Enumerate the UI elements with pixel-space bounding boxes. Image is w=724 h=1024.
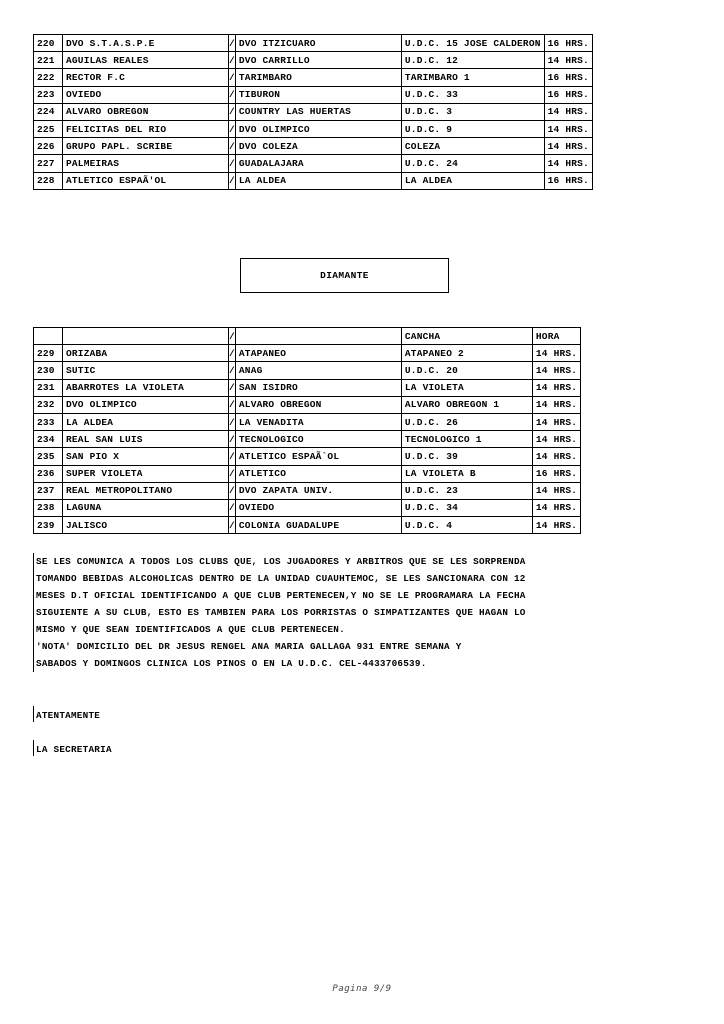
page-number-footer: Pagina 9/9 <box>332 984 392 994</box>
table-row <box>34 396 581 413</box>
field-cell: TARIMBARO 1 <box>401 69 544 86</box>
notice-line: SE LES COMUNICA A TODOS LOS CLUBS QUE, LOS JUGADORES Y ARBITROS QUE SE LES SORPRENDA <box>36 556 526 567</box>
home-team-cell: JALISCO <box>63 517 229 534</box>
field-cell: ALVARO OBREGON 1 <box>401 396 532 413</box>
schedule-table-1 <box>33 34 593 190</box>
away-team-cell: DVO ZAPATA UNIV. <box>235 482 401 499</box>
match-number-cell: 228 <box>34 172 63 189</box>
away-team-cell: ALVARO OBREGON <box>235 396 401 413</box>
home-team-cell <box>63 328 229 345</box>
time-cell: 16 HRS. <box>544 69 592 86</box>
notice-line: SABADOS Y DOMINGOS CLINICA LOS PINOS O EN LA U.D.C. CEL-4433706539. <box>36 658 427 669</box>
match-number-cell: 239 <box>34 517 63 534</box>
section-title-diamante: DIAMANTE <box>240 258 449 293</box>
time-cell: 14 HRS. <box>532 345 580 362</box>
home-team-cell: SUTIC <box>63 362 229 379</box>
match-number-cell: 226 <box>34 138 63 155</box>
separator-cell: / <box>229 465 236 482</box>
field-cell: LA VIOLETA B <box>401 465 532 482</box>
separator-cell: / <box>229 103 236 120</box>
match-number-cell: 225 <box>34 120 63 137</box>
home-team-cell: RECTOR F.C <box>63 69 229 86</box>
schedule-table-2 <box>33 327 581 534</box>
time-cell: 16 HRS. <box>544 172 592 189</box>
time-cell: 14 HRS. <box>532 482 580 499</box>
separator-cell: / <box>229 35 236 52</box>
separator-cell: / <box>229 120 236 137</box>
table-header-row <box>34 328 581 345</box>
time-cell: 14 HRS. <box>544 138 592 155</box>
field-cell: U.D.C. 26 <box>401 413 532 430</box>
match-number-cell: 223 <box>34 86 63 103</box>
home-team-cell: AGUILAS REALES <box>63 52 229 69</box>
time-cell: 14 HRS. <box>532 396 580 413</box>
separator-cell: / <box>229 69 236 86</box>
field-cell: CANCHA <box>401 328 532 345</box>
table-row <box>34 517 581 534</box>
home-team-cell: REAL METROPOLITANO <box>63 482 229 499</box>
home-team-cell: ORIZABA <box>63 345 229 362</box>
separator-cell: / <box>229 396 236 413</box>
home-team-cell: PALMEIRAS <box>63 155 229 172</box>
match-number-cell: 227 <box>34 155 63 172</box>
away-team-cell: OVIEDO <box>235 499 401 516</box>
home-team-cell: ATLETICO ESPAÃ'OL <box>63 172 229 189</box>
time-cell: 14 HRS. <box>532 499 580 516</box>
notice-line: 'NOTA' DOMICILIO DEL DR JESUS RENGEL ANA MARIA GALLAGA 931 ENTRE SEMANA Y <box>36 641 462 652</box>
field-cell: U.D.C. 9 <box>401 120 544 137</box>
closing-margin-bar <box>33 706 34 722</box>
time-cell: 14 HRS. <box>544 52 592 69</box>
away-team-cell: DVO COLEZA <box>235 138 401 155</box>
match-number-cell: 230 <box>34 362 63 379</box>
away-team-cell: GUADALAJARA <box>235 155 401 172</box>
table-row <box>34 499 581 516</box>
match-number-cell: 222 <box>34 69 63 86</box>
notice-line: TOMANDO BEBIDAS ALCOHOLICAS DENTRO DE LA UNIDAD CUAUHTEMOC, SE LES SANCIONARA CON 12 <box>36 573 526 584</box>
home-team-cell: REAL SAN LUIS <box>63 431 229 448</box>
match-number-cell: 229 <box>34 345 63 362</box>
match-number-cell: 221 <box>34 52 63 69</box>
home-team-cell: SAN PIO X <box>63 448 229 465</box>
separator-cell: / <box>229 517 236 534</box>
field-cell: LA VIOLETA <box>401 379 532 396</box>
away-team-cell: DVO OLIMPICO <box>235 120 401 137</box>
table-row <box>34 362 581 379</box>
separator-cell: / <box>229 379 236 396</box>
time-cell: 14 HRS. <box>532 413 580 430</box>
time-cell: 16 HRS. <box>544 35 592 52</box>
home-team-cell: DVO OLIMPICO <box>63 396 229 413</box>
field-cell: TECNOLOGICO 1 <box>401 431 532 448</box>
home-team-cell: LAGUNA <box>63 499 229 516</box>
closing-text: ATENTAMENTE <box>36 710 101 721</box>
table-row <box>34 86 593 103</box>
field-cell: ATAPANEO 2 <box>401 345 532 362</box>
separator-cell: / <box>229 431 236 448</box>
time-cell: 16 HRS. <box>532 465 580 482</box>
match-number-cell: 224 <box>34 103 63 120</box>
away-team-cell: COUNTRY LAS HUERTAS <box>235 103 401 120</box>
table-row <box>34 482 581 499</box>
away-team-cell: LA ALDEA <box>235 172 401 189</box>
separator-cell: / <box>229 413 236 430</box>
table-row <box>34 465 581 482</box>
home-team-cell: GRUPO PAPL. SCRIBE <box>63 138 229 155</box>
away-team-cell: LA VENADITA <box>235 413 401 430</box>
away-team-cell: SAN ISIDRO <box>235 379 401 396</box>
field-cell: U.D.C. 20 <box>401 362 532 379</box>
time-cell: HORA <box>532 328 580 345</box>
match-number-cell: 237 <box>34 482 63 499</box>
match-number-cell: 234 <box>34 431 63 448</box>
match-number-cell: 220 <box>34 35 63 52</box>
home-team-cell: OVIEDO <box>63 86 229 103</box>
time-cell: 14 HRS. <box>532 448 580 465</box>
separator-cell: / <box>229 482 236 499</box>
separator-cell: / <box>229 345 236 362</box>
table-row <box>34 138 593 155</box>
time-cell: 14 HRS. <box>532 379 580 396</box>
away-team-cell: TECNOLOGICO <box>235 431 401 448</box>
table-row <box>34 103 593 120</box>
table-row <box>34 413 581 430</box>
away-team-cell: ATAPANEO <box>235 345 401 362</box>
notice-line: SIGUIENTE A SU CLUB, ESTO ES TAMBIEN PARA LOS PORRISTAS O SIMPATIZANTES QUE HAGAN LO <box>36 607 526 618</box>
time-cell: 16 HRS. <box>544 86 592 103</box>
separator-cell: / <box>229 328 236 345</box>
home-team-cell: ABARROTES LA VIOLETA <box>63 379 229 396</box>
separator-cell: / <box>229 499 236 516</box>
field-cell: COLEZA <box>401 138 544 155</box>
separator-cell: / <box>229 362 236 379</box>
time-cell: 14 HRS. <box>544 155 592 172</box>
match-number-cell: 233 <box>34 413 63 430</box>
separator-cell: / <box>229 448 236 465</box>
table-row <box>34 69 593 86</box>
away-team-cell <box>235 328 401 345</box>
home-team-cell: SUPER VIOLETA <box>63 465 229 482</box>
signature-text: LA SECRETARIA <box>36 744 112 755</box>
away-team-cell: DVO ITZICUARO <box>235 35 401 52</box>
field-cell: U.D.C. 34 <box>401 499 532 516</box>
away-team-cell: ATLETICO <box>235 465 401 482</box>
table-row <box>34 379 581 396</box>
notice-line: MISMO Y QUE SEAN IDENTIFICADOS A QUE CLUB PERTENECEN. <box>36 624 345 635</box>
away-team-cell: ANAG <box>235 362 401 379</box>
time-cell: 14 HRS. <box>532 517 580 534</box>
away-team-cell: TIBURON <box>235 86 401 103</box>
away-team-cell: TARIMBARO <box>235 69 401 86</box>
time-cell: 14 HRS. <box>532 431 580 448</box>
away-team-cell: ATLETICO ESPAÃ`OL <box>235 448 401 465</box>
match-number-cell <box>34 328 63 345</box>
notice-paragraph <box>36 553 636 672</box>
match-number-cell: 238 <box>34 499 63 516</box>
notice-line: MESES D.T OFICIAL IDENTIFICANDO A QUE CLUB PERTENECEN,Y NO SE LE PROGRAMARA LA FECHA <box>36 590 526 601</box>
field-cell: U.D.C. 3 <box>401 103 544 120</box>
home-team-cell: FELICITAS DEL RIO <box>63 120 229 137</box>
away-team-cell: DVO CARRILLO <box>235 52 401 69</box>
separator-cell: / <box>229 138 236 155</box>
field-cell: U.D.C. 23 <box>401 482 532 499</box>
signature-margin-bar <box>33 740 34 756</box>
notice-margin-bar <box>33 553 34 672</box>
field-cell: LA ALDEA <box>401 172 544 189</box>
away-team-cell: COLONIA GUADALUPE <box>235 517 401 534</box>
time-cell: 14 HRS. <box>532 362 580 379</box>
field-cell: U.D.C. 24 <box>401 155 544 172</box>
table-row <box>34 120 593 137</box>
separator-cell: / <box>229 52 236 69</box>
match-number-cell: 232 <box>34 396 63 413</box>
field-cell: U.D.C. 4 <box>401 517 532 534</box>
home-team-cell: DVO S.T.A.S.P.E <box>63 35 229 52</box>
table-row <box>34 345 581 362</box>
separator-cell: / <box>229 155 236 172</box>
field-cell: U.D.C. 15 JOSE CALDERON <box>401 35 544 52</box>
field-cell: U.D.C. 39 <box>401 448 532 465</box>
table-row <box>34 172 593 189</box>
separator-cell: / <box>229 172 236 189</box>
table-row <box>34 35 593 52</box>
home-team-cell: LA ALDEA <box>63 413 229 430</box>
time-cell: 14 HRS. <box>544 120 592 137</box>
time-cell: 14 HRS. <box>544 103 592 120</box>
field-cell: U.D.C. 33 <box>401 86 544 103</box>
table-row <box>34 155 593 172</box>
match-number-cell: 235 <box>34 448 63 465</box>
match-number-cell: 231 <box>34 379 63 396</box>
field-cell: U.D.C. 12 <box>401 52 544 69</box>
table-row <box>34 431 581 448</box>
table-row <box>34 448 581 465</box>
match-number-cell: 236 <box>34 465 63 482</box>
table-row <box>34 52 593 69</box>
home-team-cell: ALVARO OBREGON <box>63 103 229 120</box>
separator-cell: / <box>229 86 236 103</box>
